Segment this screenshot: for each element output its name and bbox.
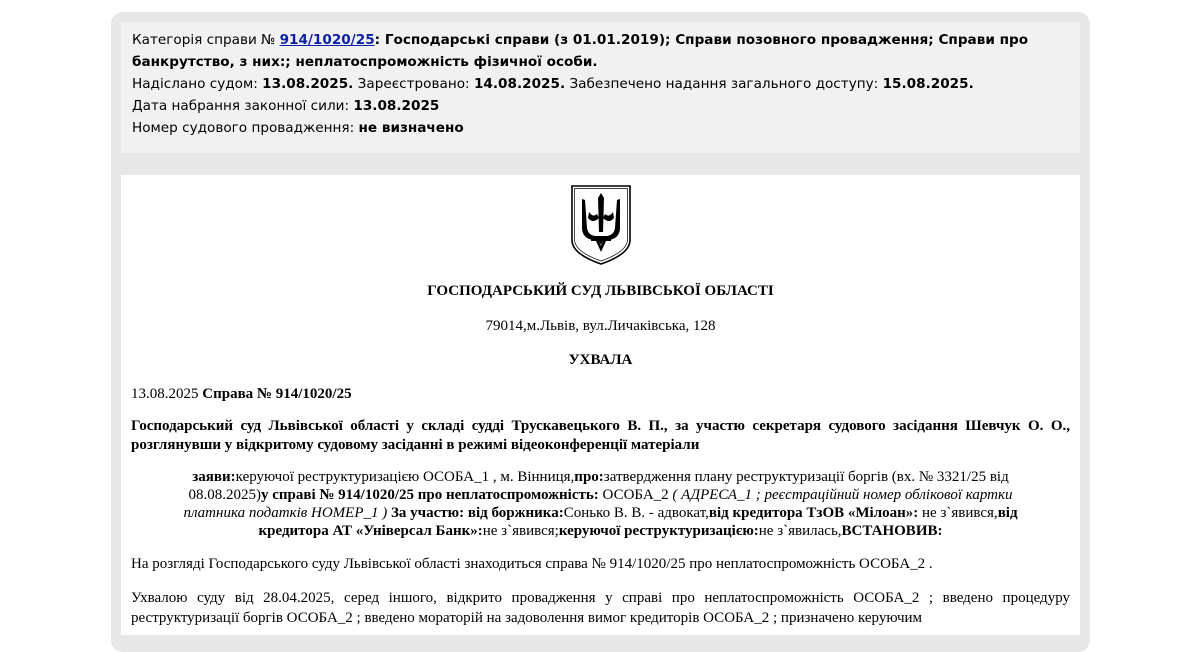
proceeding-number-label: Номер судового провадження: (132, 120, 355, 136)
case-number-label: Справа № 914/1020/25 (202, 386, 352, 402)
court-address: 79014,м.Львів, вул.Личаківська, 128 (485, 318, 716, 334)
case-category-label: Категорія справи № (132, 32, 276, 48)
debtor-name: ОСОБА_2 (598, 487, 673, 503)
legal-force-date: 13.08.2025 (353, 98, 440, 114)
public-access-label: Забезпечено надання загального доступу: (569, 76, 879, 92)
application-subject: затвердження плану реструктуризації боргів (вх. № 3321/25 від 08.08.2025) (188, 469, 1009, 503)
registered-label: Зареєстровано: (357, 76, 470, 92)
case-category-line (132, 29, 1069, 73)
proceeding-number-line (132, 117, 1069, 139)
paragraph-1: На розгляді Господарського суду Львівської області знаходиться справа № 914/1020/25 про неплатоспроможність ОСОБА_2 . (131, 556, 933, 572)
sent-date: 13.08.2025. (262, 76, 354, 92)
case-number-link[interactable]: 914/1020/25 (279, 32, 375, 48)
application-case-ref: у справі № 914/1020/25 про неплатоспроможність: (260, 487, 599, 503)
case-category-text: : Господарські справи (з 01.01.2019); Справи позовного провадження; Справи про банкрутство, з них:; неплатоспроможність фізичної особи. (132, 32, 1029, 70)
application-applicant: керуючої реструктуризацією ОСОБА_1 , м. Вінниця, (235, 469, 575, 485)
creditor-miloan-label: від кредитора ТзОВ «Мілоан»: (708, 505, 919, 521)
application-label: заяви: (192, 469, 236, 485)
restructuring-manager-label: керуючої реструктуризацією: (558, 523, 759, 539)
case-dates-line (132, 73, 1069, 95)
creditor-universal-bank-status: не з`явився; (482, 523, 559, 539)
registered-date: 14.08.2025. (473, 76, 566, 92)
decision-preamble: Господарський суд Львівської області у складі судді Трускавецького В. П., за участю секретаря судового засідання Шевчук О. О., розглянувши у відкритому судовому засіданні в режимі відеоконференції матеріали (131, 418, 1070, 453)
established-label: ВСТАНОВИВ: (841, 523, 943, 539)
tryzub-emblem-icon (570, 184, 632, 266)
proceeding-number-value: не визначено (358, 120, 464, 136)
legal-force-label: Дата набрання законної сили: (132, 98, 350, 114)
document-panel (121, 175, 1080, 635)
court-name: ГОСПОДАРСЬКИЙ СУД ЛЬВІВСЬКОЇ ОБЛАСТІ (427, 283, 774, 299)
application-subject-label: про: (574, 469, 604, 485)
case-info-panel (121, 22, 1080, 153)
decision-title: УХВАЛА (568, 352, 633, 368)
restructuring-manager-status: не з`явилась, (758, 523, 842, 539)
creditor-miloan-status: не з`явився, (918, 505, 998, 521)
decision-date-line (131, 384, 1070, 404)
debtor-details: ( АДРЕСА_1 ; реєстраційний номер облікової картки платника податків НОМЕР_1 ) (183, 487, 1013, 521)
application-block (161, 468, 1040, 540)
paragraph-2: Ухвалою суду від 28.04.2025, серед іншого, відкрито провадження у справі про неплатоспроможність ОСОБА_2 ; введено процедуру реструктуризації боргів ОСОБА_2 ; введено мораторій на задоволення вимог кредиторів ОСОБА_2 ; призначено керуючим (131, 590, 1070, 626)
public-access-date: 15.08.2025. (882, 76, 974, 92)
sent-label: Надіслано судом: (132, 76, 258, 92)
participants-label: За участю: від боржника: (391, 505, 564, 521)
creditor-universal-bank-label: від кредитора АТ «Універсал Банк»: (258, 505, 1018, 539)
legal-force-line (132, 95, 1069, 117)
decision-date: 13.08.2025 (131, 386, 199, 402)
debtor-representative: Сонько В. В. - адвокат, (563, 505, 709, 521)
